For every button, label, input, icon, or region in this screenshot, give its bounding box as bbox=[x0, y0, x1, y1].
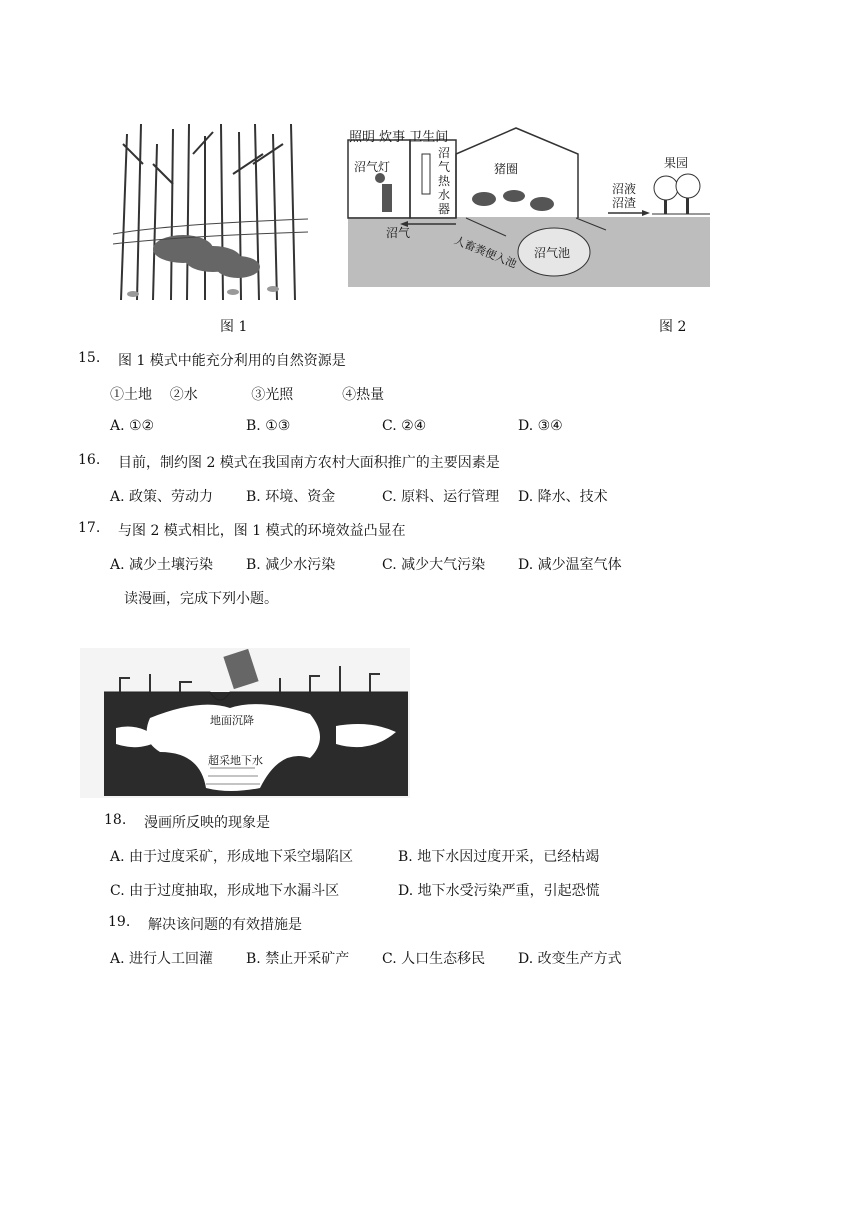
fig2-label-lamp: 沼气灯 bbox=[354, 160, 391, 174]
q17-stem: 与图 2 模式相比，图 1 模式的环境效益凸显在 bbox=[118, 523, 406, 539]
figure-1-image bbox=[113, 124, 308, 300]
q17-option-a[interactable]: A. 减少土壤污染 bbox=[110, 557, 214, 573]
q16-number: 16. bbox=[78, 452, 101, 468]
q19-option-c[interactable]: C. 人口生态移民 bbox=[382, 951, 486, 967]
fig2-label-pigpen: 猪圈 bbox=[494, 162, 519, 176]
fig2-label-manure: 人畜粪便入池 bbox=[452, 233, 519, 271]
q17-option-d[interactable]: D. 减少温室气体 bbox=[518, 557, 622, 573]
q18-stem: 漫画所反映的现象是 bbox=[144, 815, 270, 831]
q17-number: 17. bbox=[78, 520, 101, 536]
cartoon-label-subsidence: 地面沉降 bbox=[210, 714, 254, 727]
fig2-label-heater: 沼气热水器 bbox=[438, 146, 451, 216]
figure-2-image bbox=[346, 124, 712, 290]
fig1-caption: 图 1 bbox=[220, 319, 248, 335]
q19-option-b[interactable]: B. 禁止开采矿产 bbox=[246, 951, 350, 967]
q16-option-b[interactable]: B. 环境、资金 bbox=[246, 489, 336, 505]
q15-number: 15. bbox=[78, 350, 101, 366]
q18-option-b[interactable]: B. 地下水因过度开采，已经枯竭 bbox=[398, 849, 600, 865]
q17-option-c[interactable]: C. 减少大气污染 bbox=[382, 557, 486, 573]
q16-option-c[interactable]: C. 原料、运行管理 bbox=[382, 489, 500, 505]
q17-option-b[interactable]: B. 减少水污染 bbox=[246, 557, 336, 573]
q15-option-a[interactable]: A. ①② bbox=[110, 418, 155, 434]
fig2-label-residue: 沼渣 bbox=[612, 196, 637, 210]
fig2-caption: 图 2 bbox=[659, 319, 687, 335]
fig2-label-slurry: 沼液 bbox=[612, 182, 637, 196]
q16-option-a[interactable]: A. 政策、劳动力 bbox=[110, 489, 214, 505]
q16-stem: 目前，制约图 2 模式在我国南方农村大面积推广的主要因素是 bbox=[118, 455, 500, 471]
q15-option-b[interactable]: B. ①③ bbox=[246, 418, 291, 434]
q16-option-d[interactable]: D. 降水、技术 bbox=[518, 489, 608, 505]
q18-option-d[interactable]: D. 地下水受污染严重，引起恐慌 bbox=[398, 883, 600, 899]
q19-stem: 解决该问题的有效措施是 bbox=[148, 917, 302, 933]
q18-option-a[interactable]: A. 由于过度采矿，形成地下采空塌陷区 bbox=[110, 849, 354, 865]
q15-sub-items: ①土地 ②水 ③光照 ④热量 bbox=[110, 387, 385, 403]
q15-option-c[interactable]: C. ②④ bbox=[382, 418, 427, 434]
fig2-label-orchard: 果园 bbox=[664, 156, 689, 170]
q19-number: 19. bbox=[108, 914, 131, 930]
q15-stem: 图 1 模式中能充分利用的自然资源是 bbox=[118, 353, 346, 369]
q15-option-d[interactable]: D. ③④ bbox=[518, 418, 563, 434]
q18-number: 18. bbox=[104, 812, 127, 828]
fig2-label-top-row: 照明 炊事 卫生间 bbox=[349, 130, 449, 145]
q19-option-a[interactable]: A. 进行人工回灌 bbox=[110, 951, 214, 967]
cartoon-label-overpump: 超采地下水 bbox=[208, 754, 263, 767]
fig2-label-tank: 沼气池 bbox=[534, 246, 571, 260]
q19-option-d[interactable]: D. 改变生产方式 bbox=[518, 951, 622, 967]
fig2-label-biogas: 沼气 bbox=[386, 226, 411, 240]
cartoon-image bbox=[80, 648, 410, 798]
q18-option-c[interactable]: C. 由于过度抽取，形成地下水漏斗区 bbox=[110, 883, 340, 899]
reading-intro: 读漫画，完成下列小题。 bbox=[124, 591, 278, 607]
